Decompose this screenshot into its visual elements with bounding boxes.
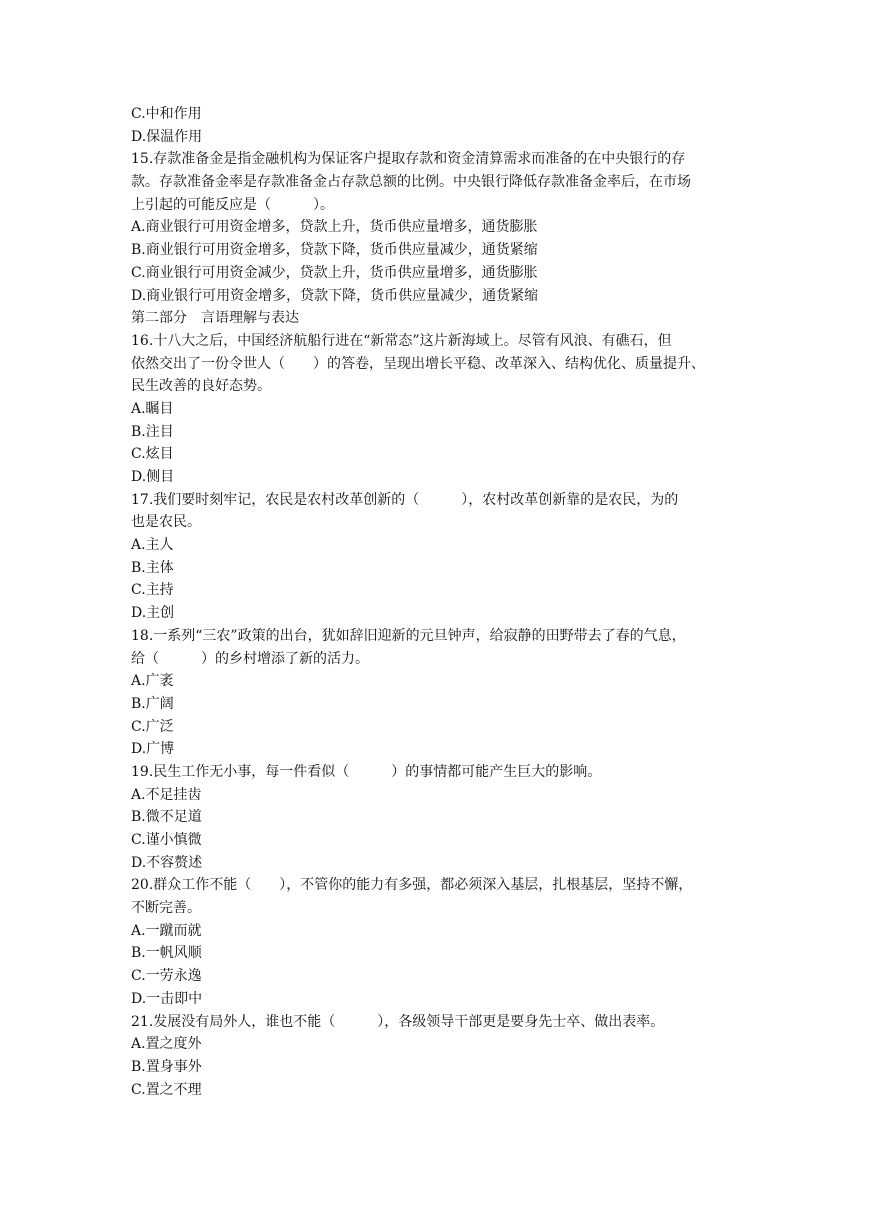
text-line: C.中和作用 (131, 106, 202, 122)
text-line: D.侧目 (131, 469, 175, 485)
text-line: C.主持 (131, 582, 174, 599)
text-line: A.置之度外 (131, 1036, 202, 1053)
text-line: D.主创 (131, 605, 175, 622)
text-line: 给（ ）的乡村增添了新的活力。 (131, 650, 369, 667)
text-line: 民生改善的良好态势。 (131, 378, 271, 395)
text-line: B.微不足道 (131, 809, 202, 826)
text-line: 19.民生工作无小事，每一件看似（ ）的事情都可能产生巨大的影响。 (131, 763, 602, 780)
text-line: 款。存款准备金率是存款准备金占存款总额的比例。中央银行降低存款准备金率后，在市场 (131, 174, 691, 191)
text-line: 17.我们要时刻牢记，农民是农村改革创新的（ ），农村改革创新靠的是农民，为的 (131, 491, 679, 508)
text-line: 18.一系列“三农”政策的出台，犹如辞旧迎新的元旦钟声，给寂静的田野带去了春的气息， (131, 627, 686, 644)
text-line: A.商业银行可用资金增多，贷款上升，货币供应量增多，通货膨胀 (131, 219, 538, 236)
text-line: A.一蹴而就 (131, 922, 202, 939)
text-line: 16.十八大之后，中国经济航船行进在“新常态”这片新海域上。尽管有风浪、有礁石，但 (131, 332, 672, 349)
text-line: 依然交出了一份令世人（ ）的答卷，呈现出增长平稳、改革深入、结构优化、质量提升、 (131, 355, 705, 372)
text-line: C.谨小慎微 (131, 832, 202, 848)
text-line: B.一帆风顺 (131, 945, 202, 962)
text-line: C.一劳永逸 (131, 968, 202, 985)
text-line: A.瞩目 (131, 400, 174, 417)
text-line: A.主人 (131, 537, 174, 554)
text-line: 第二部分 言语理解与表达 (131, 310, 299, 327)
text-line: D.保温作用 (131, 128, 203, 145)
text-line: D.商业银行可用资金增多，贷款下降，货币供应量减少，通货紧缩 (131, 287, 539, 304)
text-line: C.炫目 (131, 446, 174, 463)
text-line: B.置身事外 (131, 1058, 202, 1075)
text-line: D.广博 (131, 741, 175, 758)
text-line: 不断完善。 (131, 900, 201, 917)
text-line: C.商业银行可用资金减少，贷款上升，货币供应量增多，通货膨胀 (131, 264, 538, 281)
text-line: 也是农民。 (131, 514, 201, 531)
text-line: A.广袤 (131, 673, 174, 690)
text-line: 21.发展没有局外人，谁也不能（ ），各级领导干部更是要身先士卒、做出表率。 (131, 1013, 665, 1030)
text-line: B.主体 (131, 559, 174, 576)
document-body (131, 103, 741, 1101)
text-line: C.置之不理 (131, 1081, 202, 1098)
text-line: 15.存款准备金是指金融机构为保证客户提取存款和资金清算需求而准备的在中央银行的存 (131, 151, 686, 168)
text-line: 上引起的可能反应是（ ）。 (131, 196, 334, 213)
text-line: D.不容赘述 (131, 854, 203, 871)
text-line: B.商业银行可用资金增多，贷款下降，货币供应量减少，通货紧缩 (131, 242, 538, 259)
text-line: B.广阔 (131, 695, 174, 712)
text-line: B.注目 (131, 423, 174, 440)
text-line: C.广泛 (131, 718, 174, 735)
text-line: D.一击即中 (131, 990, 203, 1007)
text-line: 20.群众工作不能（ ），不管你的能力有多强，都必须深入基层，扎根基层，坚持不懈， (131, 877, 693, 894)
text-line: A.不足挂齿 (131, 786, 202, 803)
